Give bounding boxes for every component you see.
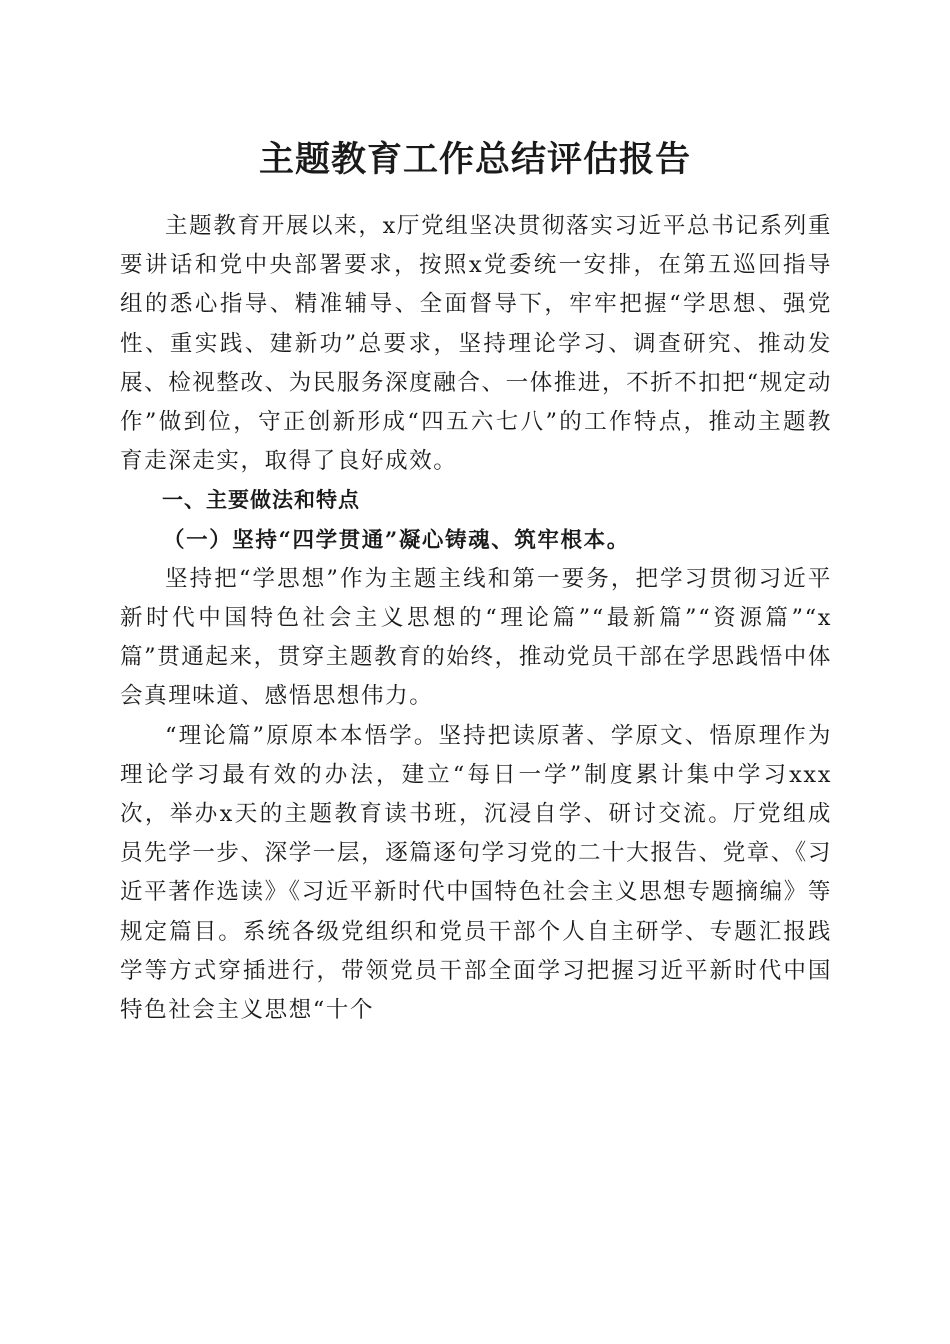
subsection-heading: （一）坚持“四学贯通”凝心铸魂、筑牢根本。 — [163, 527, 630, 553]
body-paragraph: “理论篇”原原本本悟学。坚持把读原著、学原文、悟原理作为理论学习最有效的办法，建立“每日一学”制度累计集中学习xxx次，举办x天的主题教育读书班，沉浸自学、研讨交流。厅党组成员先学一步、深学一层，逐篇逐句学习党的二十大报告、党章、《习近平著作选读》《习近平新时代中国特色社会主义思想专题摘编》等规定篇目。系统各级党组织和党员干部个人自主研学、专题汇报践学等方式穿插进行，带领党员干部全面学习把握习近平新时代中国特色社会主义思想“十个 — [120, 722, 832, 1024]
body-paragraph: 坚持把“学思想”作为主题主线和第一要务，把学习贯彻习近平新时代中国特色社会主义思想的“理论篇”“最新篇”“资源篇”“x篇”贯通起来，贯穿主题教育的始终，推动党员干部在学思践悟中体会真理味道、感悟思想伟力。 — [120, 565, 833, 710]
document-body — [120, 207, 832, 1030]
section-heading: 一、主要做法和特点 — [162, 488, 360, 513]
intro-paragraph: 主题教育开展以来，x厅党组坚决贯彻落实习近平总书记系列重要讲话和党中央部署要求，按照x党委统一安排，在第五巡回指导组的悉心指导、精准辅导、全面督导下，牢牢把握“学思想、强党性、重实践、建新功”总要求，坚持理论学习、调查研究、推动发展、检视整改、为民服务深度融合、一体推进，不折不扣把“规定动作”做到位，守正创新形成“四五六七八”的工作特点，推动主题教育走深走实，取得了良好成效。 — [120, 213, 833, 475]
document-title: 主题教育工作总结评估报告 — [258, 139, 691, 180]
